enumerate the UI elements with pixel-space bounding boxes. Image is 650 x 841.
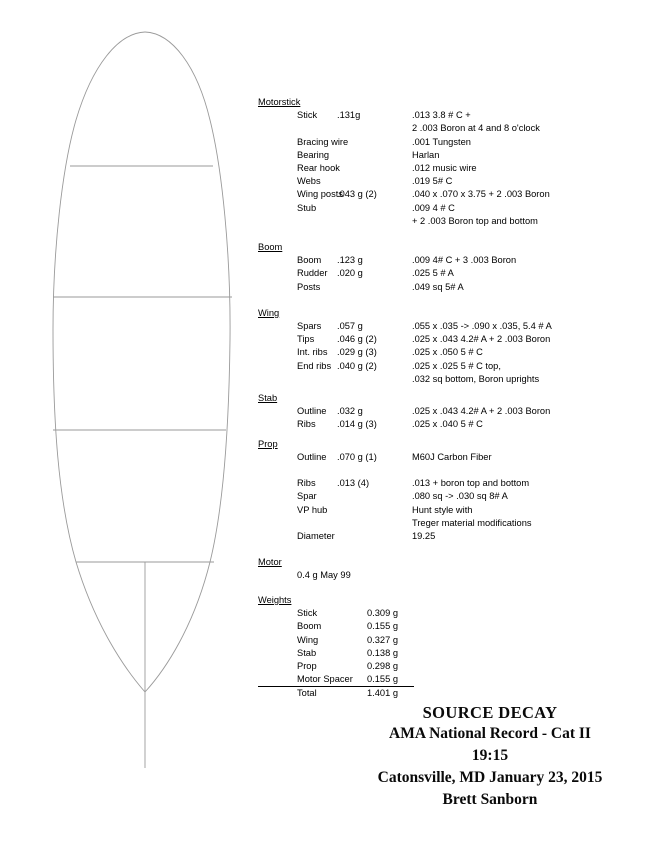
spec-row: [258, 162, 650, 175]
weights-row: [258, 634, 478, 647]
spec-item-name: Int. ribs: [297, 347, 328, 358]
section-gap: [258, 228, 650, 241]
section-title: Motorstick: [258, 97, 301, 107]
spec-item-name: [258, 215, 337, 228]
spec-sheet: [258, 96, 650, 583]
spacer-row: [258, 464, 650, 477]
section-gap: [258, 294, 650, 307]
weights-row-label: Total: [297, 688, 317, 699]
record-time: 19:15: [471, 747, 509, 764]
spec-item-weight: [337, 122, 412, 135]
section-title: Prop: [258, 438, 278, 449]
spec-item-description: 2 .003 Boron at 4 and 8 o'clock: [412, 123, 540, 134]
spec-row: [258, 405, 650, 418]
spec-item-weight: [337, 530, 412, 543]
spec-item-weight: [337, 373, 412, 386]
spec-item-description: + 2 .003 Boron top and bottom: [412, 215, 538, 226]
spec-item-description: .019 5# C: [412, 176, 453, 187]
spec-item-weight: .020 g: [337, 268, 363, 279]
spec-item-name: Spar: [297, 491, 317, 502]
weights-row-label: Wing: [297, 634, 319, 645]
title-block: [330, 702, 650, 811]
weights-row-value: 0.298 g: [366, 661, 398, 672]
spec-item-description: .009 4# C + 3 .003 Boron: [412, 255, 517, 266]
spec-item-name: End ribs: [297, 360, 332, 371]
weights-row-value: 0.309 g: [366, 608, 398, 619]
spec-item-name: VP hub: [297, 504, 328, 515]
section-title: Stab: [258, 393, 278, 404]
spec-item-weight: [337, 517, 412, 530]
weights-rows: [258, 607, 478, 700]
spec-row: [258, 477, 650, 490]
spec-item-weight: .040 g (2): [337, 360, 377, 371]
spec-item-name: Posts: [297, 281, 321, 292]
spec-row: [258, 136, 650, 149]
weights-row-value: 0.155 g: [366, 621, 398, 632]
spec-item-description: .040 x .070 x 3.75 + 2 .003 Boron: [412, 189, 550, 200]
spec-item-name: Rudder: [297, 268, 328, 279]
spec-section-wing: [258, 307, 650, 386]
spec-item-name: Stub: [297, 202, 317, 213]
spec-item-description: .080 sq -> .030 sq 8# A: [412, 491, 508, 502]
spec-item-description: .025 x .040 5 # C: [412, 419, 483, 430]
spec-row: [258, 267, 650, 280]
spec-row: [258, 333, 650, 346]
blade-outline-right: [145, 32, 230, 692]
weights-row: [258, 673, 414, 687]
spec-item-name: Ribs: [297, 419, 316, 430]
spec-item-name: Ribs: [297, 478, 316, 489]
spec-item-description: .049 sq 5# A: [412, 281, 464, 292]
weights-title: Weights: [258, 595, 292, 605]
weights-row-value: 0.138 g: [366, 647, 398, 658]
weights-row: [258, 620, 478, 633]
weights-row-value: 1.401 g: [366, 688, 398, 699]
spec-item-description: .025 x .043 4.2# A + 2 .003 Boron: [412, 406, 551, 417]
weights-row: [258, 660, 478, 673]
spec-item-name: Outline: [297, 406, 327, 417]
spec-item-name: Boom: [297, 255, 322, 266]
spec-row: [258, 320, 650, 333]
section-title: Boom: [258, 242, 283, 253]
record-category: AMA National Record - Cat II: [389, 725, 591, 742]
spec-item-description: .055 x .035 -> .090 x .035, 5.4 # A: [412, 321, 552, 332]
spec-item-description: .025 x .050 5 # C: [412, 347, 483, 358]
spec-item-weight: [337, 162, 412, 175]
prop-blade-drawing: [0, 0, 260, 800]
spec-section-motorstick: [258, 96, 650, 228]
spec-row: [258, 490, 650, 503]
spec-item-weight: [337, 490, 412, 503]
spec-item-name: Outline: [297, 451, 327, 462]
model-name: SOURCE DECAY: [422, 703, 558, 722]
builder-name: Brett Sanborn: [442, 791, 538, 808]
spec-item-description: .001 Tungsten: [412, 136, 471, 147]
spec-row: [258, 188, 650, 201]
spec-item-name: Spars: [297, 321, 322, 332]
spec-row: [258, 569, 650, 582]
spec-row: [258, 149, 650, 162]
spec-item-weight: [337, 504, 412, 517]
weights-row-value: 0.327 g: [366, 634, 398, 645]
spec-item-weight: .123 g: [337, 255, 363, 266]
section-title: Motor: [258, 557, 282, 568]
spec-item-weight: [337, 281, 412, 294]
spec-item-weight: .070 g (1): [337, 451, 377, 462]
spec-item-weight: [337, 149, 412, 162]
spec-item-description: Hunt style with: [412, 504, 473, 515]
spec-section-prop: [258, 438, 650, 544]
spec-row: [258, 504, 650, 517]
spec-item-description: M60J Carbon Fiber: [412, 451, 492, 462]
spec-row: [258, 254, 650, 267]
spec-item-weight: .131g: [337, 110, 361, 121]
spec-item-description: .032 sq bottom, Boron uprights: [412, 373, 540, 384]
weights-row: [258, 607, 478, 620]
spec-item-description: Treger material modifications: [412, 517, 532, 528]
spec-item-name: [258, 517, 337, 530]
spec-item-name: Rear hook: [297, 163, 340, 174]
spec-section-motor: [258, 556, 650, 582]
spec-item-name: Wing posts: [297, 189, 343, 200]
spec-row: [258, 122, 650, 135]
spec-item-weight: .013 (4): [337, 478, 370, 489]
spec-item-weight: .032 g: [337, 406, 363, 417]
section-gap: [258, 543, 650, 556]
spec-item-weight: .057 g: [337, 321, 363, 332]
spec-item-description: .025 x .043 4.2# A + 2 .003 Boron: [412, 334, 551, 345]
spec-row: [258, 175, 650, 188]
spec-row: [258, 530, 650, 543]
record-location-date: Catonsville, MD January 23, 2015: [377, 769, 603, 786]
spec-item-weight: .046 g (2): [337, 334, 377, 345]
spec-item-description: 19.25: [412, 531, 436, 542]
spec-item-name: Tips: [297, 334, 315, 345]
weights-row-label: Stab: [297, 647, 317, 658]
spec-row: [258, 281, 650, 294]
spec-item-name: Webs: [297, 176, 321, 187]
spec-row: [258, 451, 650, 464]
spec-item-description: .012 music wire: [412, 163, 477, 174]
spec-row: [258, 215, 650, 228]
spec-item-weight: .014 g (3): [337, 419, 377, 430]
weights-row-label: Boom: [297, 621, 322, 632]
spec-item-name: Stick: [297, 110, 318, 121]
spec-item-name: Bearing: [297, 149, 330, 160]
section-title: Wing: [258, 307, 280, 318]
spec-item-description: [412, 569, 650, 582]
weights-row: [258, 647, 478, 660]
spec-item-weight: [337, 215, 412, 228]
spec-item-description: Harlan: [412, 149, 440, 160]
spec-item-weight: [337, 569, 412, 582]
spec-row: [258, 346, 650, 359]
spec-item-weight: .029 g (3): [337, 347, 377, 358]
weights-row: [258, 687, 478, 700]
spec-row: [258, 373, 650, 386]
spec-item-weight: [337, 202, 412, 215]
weights-row-label: Motor Spacer: [297, 674, 353, 685]
spec-item-description: .009 4 # C: [412, 202, 455, 213]
spec-item-description: .025 x .025 5 # C top,: [412, 360, 501, 371]
blade-outline-left: [53, 32, 145, 692]
spec-row: [258, 360, 650, 373]
spec-item-weight: [337, 175, 412, 188]
weights-block: [258, 594, 478, 701]
weights-row-value: 0.155 g: [366, 674, 398, 685]
spec-item-weight: [337, 136, 412, 149]
spec-row: [258, 517, 650, 530]
spec-row: [258, 109, 650, 122]
spec-item-name: 0.4 g May 99: [297, 570, 351, 581]
spec-item-description: .013 + boron top and bottom: [412, 478, 530, 489]
spec-section-stab: [258, 392, 650, 432]
spec-row: [258, 418, 650, 431]
spec-item-name: Diameter: [297, 531, 335, 542]
spec-row: [258, 202, 650, 215]
weights-row-label: Prop: [297, 661, 317, 672]
spec-item-description: .013 3.8 # C +: [412, 110, 471, 121]
weights-row-label: Stick: [297, 608, 318, 619]
spec-item-name: [258, 373, 337, 386]
spec-item-name: [258, 122, 337, 135]
spec-item-name: Bracing wire: [297, 136, 349, 147]
spec-item-description: .025 5 # A: [412, 268, 454, 279]
spec-section-boom: [258, 241, 650, 294]
spec-item-weight: .043 g (2): [337, 189, 377, 200]
